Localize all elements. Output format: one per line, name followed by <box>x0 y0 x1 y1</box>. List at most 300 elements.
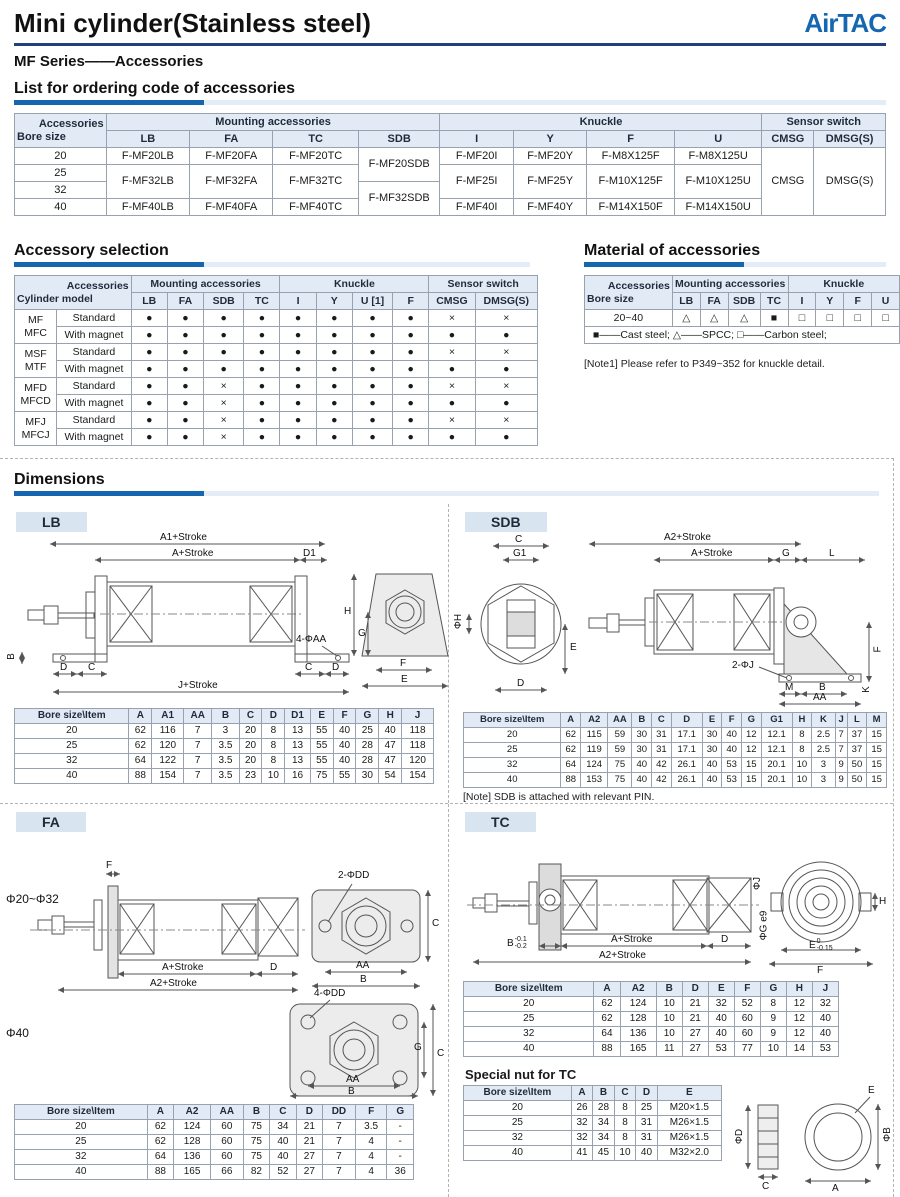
table-cell: MF MFC <box>15 310 57 344</box>
table-cell: 136 <box>620 1027 656 1042</box>
table-cell: 55 <box>310 724 333 739</box>
table-cell: 11 <box>656 1042 682 1057</box>
table-cell: Standard <box>57 310 131 327</box>
table-cell: M32×2.0 <box>657 1146 721 1161</box>
table-cell: × <box>429 378 475 395</box>
table-cell: 12 <box>786 1012 812 1027</box>
table-cell: 15 <box>867 758 887 773</box>
header-cell: Y <box>316 293 352 310</box>
table-cell: F-MF32LB <box>106 165 189 199</box>
dim-label: C <box>88 662 96 673</box>
header-cell: A <box>594 982 620 997</box>
header-cell: A1 <box>152 709 184 724</box>
table-cell: × <box>204 378 244 395</box>
dim-label: D <box>517 678 525 689</box>
table-cell: 17.1 <box>671 728 702 743</box>
table-cell: 9 <box>835 758 847 773</box>
table-cell: ● <box>429 395 475 412</box>
table-cell: 75 <box>243 1120 269 1135</box>
table-cell: 25 <box>15 165 107 182</box>
table-cell: 82 <box>243 1165 269 1180</box>
table-cell: ● <box>280 395 316 412</box>
table-cell: ● <box>204 344 244 361</box>
table-cell: 124 <box>174 1120 211 1135</box>
dim-label: A+Stroke <box>691 548 733 559</box>
header-cell: J <box>835 713 847 728</box>
table-cell: 32 <box>15 1150 148 1165</box>
material-block <box>570 232 900 370</box>
header-cell: F <box>333 709 356 724</box>
dim-label: 4-ΦAA <box>296 634 327 645</box>
header-cell: E <box>657 1086 721 1101</box>
table-cell: F-MF20LB <box>106 148 189 165</box>
dim-label: A2+Stroke <box>664 532 711 543</box>
fa-drawing <box>0 834 448 1102</box>
table-cell: MSF MTF <box>15 344 57 378</box>
header-cell: Knuckle <box>788 276 899 293</box>
table-cell: 88 <box>129 769 152 784</box>
table-cell: ● <box>352 310 392 327</box>
header-cell: G1 <box>761 713 792 728</box>
lb-dim-table <box>14 708 434 784</box>
fa-dim-table <box>14 1104 414 1180</box>
table-cell: 60 <box>734 1012 760 1027</box>
table-cell: 40 <box>464 1146 572 1161</box>
table-cell: 25 <box>464 1116 572 1131</box>
header-cell: DMSG(S) <box>814 131 886 148</box>
table-cell: 40 <box>702 758 722 773</box>
table-cell: 40 <box>722 728 742 743</box>
header-cell: SDB <box>204 293 244 310</box>
table-cell: 7 <box>835 743 847 758</box>
table-cell: 40 <box>270 1135 296 1150</box>
table-cell: ● <box>167 412 203 429</box>
table-cell: 40 <box>15 769 129 784</box>
dim-label: D <box>60 662 68 673</box>
table-cell: 62 <box>147 1120 173 1135</box>
table-cell: 40 <box>812 1012 838 1027</box>
header-cell: G <box>760 982 786 997</box>
dim-label: 2-ΦJ <box>732 660 754 671</box>
table-cell: 25 <box>356 724 379 739</box>
table-cell: 31 <box>636 1116 657 1131</box>
sdb-tag: SDB <box>465 512 547 532</box>
table-cell: 26 <box>571 1101 592 1116</box>
table-cell: 40 <box>333 724 356 739</box>
table-cell: 3 <box>812 773 835 788</box>
table-cell: 16 <box>285 769 311 784</box>
dim-label: H <box>879 896 887 907</box>
table-cell: - <box>387 1120 414 1135</box>
sdb-dim-table <box>463 712 887 788</box>
header-cell: F <box>734 982 760 997</box>
table-cell: 47 <box>379 739 402 754</box>
dim-label: C <box>437 1048 445 1059</box>
table-cell: ● <box>167 361 203 378</box>
table-cell: △ <box>728 310 760 327</box>
table-cell: 62 <box>129 724 152 739</box>
table-cell: 20 <box>464 1101 572 1116</box>
table-cell: 21 <box>682 997 708 1012</box>
table-cell: ● <box>475 429 537 446</box>
header-cell: H <box>379 709 402 724</box>
table-cell: 25 <box>15 739 129 754</box>
table-cell: F-MF40LB <box>106 199 189 216</box>
table-cell: 52 <box>270 1165 296 1180</box>
accessory-selection-table <box>14 275 538 446</box>
table-cell: 28 <box>356 739 379 754</box>
table-cell: 12.1 <box>761 743 792 758</box>
header-cell: Accessories Cylinder model <box>15 276 132 310</box>
header-cell: C <box>270 1105 296 1120</box>
table-cell: 12 <box>786 997 812 1012</box>
table-cell: ● <box>167 310 203 327</box>
dim-label: A1+Stroke <box>160 532 207 543</box>
header-cell: E <box>708 982 734 997</box>
table-cell: 40 <box>333 754 356 769</box>
table-cell: 12 <box>741 743 761 758</box>
header-cell: I <box>280 293 316 310</box>
table-cell: 88 <box>561 773 581 788</box>
table-cell: 115 <box>581 728 608 743</box>
table-cell: 77 <box>734 1042 760 1057</box>
dim-label: B <box>5 653 17 660</box>
table-cell: 27 <box>682 1042 708 1057</box>
airtac-logo: AirTAC <box>804 8 886 38</box>
table-cell: Standard <box>57 412 131 429</box>
table-cell: ● <box>131 344 167 361</box>
section-bar <box>14 100 886 105</box>
header-cell: FA <box>167 293 203 310</box>
dim-label: G <box>358 628 366 639</box>
fa-diagram <box>0 834 448 1102</box>
table-cell: ● <box>352 327 392 344</box>
header-cell: FA <box>190 131 273 148</box>
header-cell: DD <box>323 1105 356 1120</box>
table-cell: - <box>387 1135 414 1150</box>
dim-label: F <box>817 965 824 976</box>
header-cell: Bore size\Item <box>464 1086 572 1101</box>
table-cell: 53 <box>722 758 742 773</box>
table-cell: F-MF20I <box>440 148 513 165</box>
table-cell: 54 <box>379 769 402 784</box>
header-cell: Mounting accessories <box>131 276 280 293</box>
table-cell: 8 <box>262 724 285 739</box>
table-cell: 66 <box>211 1165 244 1180</box>
table-cell: 20 <box>15 148 107 165</box>
table-cell: 40 <box>708 1027 734 1042</box>
header-cell: Bore size\Item <box>15 709 129 724</box>
table-cell: 3.5 <box>355 1120 387 1135</box>
table-cell: ● <box>393 361 429 378</box>
table-cell: ● <box>475 395 537 412</box>
selection-material-row <box>0 232 900 446</box>
table-cell: 10 <box>262 769 285 784</box>
material-section-title: Material of accessories <box>584 242 761 259</box>
table-cell: F-MF40Y <box>513 199 586 216</box>
table-cell: 40 <box>708 1012 734 1027</box>
table-cell: 10 <box>792 773 812 788</box>
table-cell: 3.5 <box>212 754 239 769</box>
dim-label: A+Stroke <box>611 934 653 945</box>
table-cell: × <box>475 344 537 361</box>
table-cell: 9 <box>760 1012 786 1027</box>
table-cell: ● <box>316 412 352 429</box>
table-cell: 47 <box>379 754 402 769</box>
table-cell: ● <box>244 361 280 378</box>
table-cell: ● <box>204 361 244 378</box>
table-cell: ● <box>475 327 537 344</box>
table-cell: DMSG(S) <box>814 148 886 216</box>
table-cell: ● <box>280 361 316 378</box>
table-cell: ● <box>244 327 280 344</box>
table-cell: × <box>475 412 537 429</box>
header-cell: Y <box>513 131 586 148</box>
dim-label: C <box>305 662 313 673</box>
table-cell: With magnet <box>57 361 131 378</box>
table-cell: ● <box>393 429 429 446</box>
table-cell: 9 <box>760 1027 786 1042</box>
dim-label: ΦG e9 <box>758 910 770 941</box>
table-cell: 3.5 <box>212 739 239 754</box>
table-cell: 10 <box>614 1146 635 1161</box>
table-cell: 7 <box>323 1165 356 1180</box>
table-cell: ● <box>244 395 280 412</box>
table-cell: 75 <box>608 773 632 788</box>
table-cell: 27 <box>296 1165 322 1180</box>
table-cell: 15 <box>867 743 887 758</box>
nut-diagram <box>736 1085 894 1197</box>
table-cell: F-M8X125F <box>587 148 675 165</box>
table-cell: 120 <box>402 754 434 769</box>
header-cell: B <box>632 713 652 728</box>
table-cell: 34 <box>593 1116 614 1131</box>
table-cell: 60 <box>211 1150 244 1165</box>
table-cell: 13 <box>285 754 311 769</box>
tc-tag: TC <box>465 812 536 832</box>
dim-label: D <box>721 934 729 945</box>
dim-label: E <box>570 642 577 653</box>
table-cell: □ <box>872 310 900 327</box>
table-cell: ● <box>131 429 167 446</box>
header-cell: F <box>587 131 675 148</box>
dims-row-2 <box>0 803 893 1197</box>
header-cell: TC <box>760 293 788 310</box>
table-cell: 154 <box>152 769 184 784</box>
table-cell: M26×1.5 <box>657 1116 721 1131</box>
table-cell: 75 <box>243 1135 269 1150</box>
table-cell: 20~40 <box>585 310 673 327</box>
table-cell: ● <box>352 344 392 361</box>
table-cell: 4 <box>355 1165 387 1180</box>
table-cell: 37 <box>847 728 867 743</box>
header-cell: Sensor switch <box>762 114 886 131</box>
table-cell: ● <box>280 378 316 395</box>
dim-label: D <box>332 662 340 673</box>
ordering-code-table <box>14 113 886 216</box>
table-cell: 60 <box>211 1135 244 1150</box>
dim-label: B -0.1 -0.2 <box>507 936 527 951</box>
table-cell: 64 <box>594 1027 620 1042</box>
dims-row-1 <box>0 504 893 803</box>
table-cell: × <box>429 344 475 361</box>
table-cell: 7 <box>184 769 212 784</box>
header-cell: U <box>674 131 762 148</box>
header-cell: J <box>812 982 838 997</box>
table-cell: 62 <box>561 728 581 743</box>
table-cell: 7 <box>184 739 212 754</box>
table-cell: 25 <box>464 743 561 758</box>
table-cell: ● <box>316 327 352 344</box>
table-cell: ● <box>352 361 392 378</box>
table-cell: ● <box>393 412 429 429</box>
table-cell: 153 <box>581 773 608 788</box>
table-cell: × <box>429 412 475 429</box>
table-cell: ● <box>244 412 280 429</box>
header-cell: A2 <box>581 713 608 728</box>
table-cell: 20.1 <box>761 758 792 773</box>
header-cell: CMSG <box>429 293 475 310</box>
table-cell: F-MF20TC <box>273 148 358 165</box>
table-cell: 62 <box>129 739 152 754</box>
table-cell: F-MF25I <box>440 165 513 199</box>
table-cell: ● <box>280 412 316 429</box>
table-cell: ● <box>167 395 203 412</box>
header-cell: Knuckle <box>440 114 762 131</box>
table-cell: 21 <box>296 1135 322 1150</box>
table-cell: 136 <box>174 1150 211 1165</box>
table-cell: 41 <box>571 1146 592 1161</box>
table-cell: ● <box>429 429 475 446</box>
table-cell: ● <box>316 429 352 446</box>
header-cell: A2 <box>174 1105 211 1120</box>
table-cell: With magnet <box>57 327 131 344</box>
table-cell: 40 <box>15 1165 148 1180</box>
table-cell: 2.5 <box>812 743 835 758</box>
header-cell: Mounting accessories <box>106 114 440 131</box>
table-cell: 30 <box>356 769 379 784</box>
table-cell: 55 <box>310 754 333 769</box>
table-cell: 21 <box>296 1120 322 1135</box>
table-cell: CMSG <box>762 148 814 216</box>
table-cell: 62 <box>147 1135 173 1150</box>
table-cell: F-MF40TC <box>273 199 358 216</box>
dim-label: A+Stroke <box>172 548 214 559</box>
table-cell: ● <box>131 310 167 327</box>
table-cell: 40 <box>632 773 652 788</box>
dim-label: A+Stroke <box>162 962 204 973</box>
header-cell: F <box>393 293 429 310</box>
accessory-selection-block <box>0 232 544 446</box>
table-cell: 25 <box>15 1135 148 1150</box>
table-cell: 30 <box>632 743 652 758</box>
table-cell: ● <box>131 361 167 378</box>
table-cell: 32 <box>708 997 734 1012</box>
table-cell: - <box>387 1150 414 1165</box>
table-cell: 88 <box>147 1165 173 1180</box>
header-cell: H <box>792 713 812 728</box>
table-cell: 10 <box>760 1042 786 1057</box>
table-cell: 2.5 <box>812 728 835 743</box>
table-cell: 42 <box>652 773 672 788</box>
table-cell: 75 <box>310 769 333 784</box>
table-cell: 40 <box>333 739 356 754</box>
selection-section-title: Accessory selection <box>14 242 169 259</box>
sdb-diagram <box>449 534 893 710</box>
table-cell: 52 <box>734 997 760 1012</box>
header-rule <box>14 43 886 46</box>
dim-label: A <box>832 1183 839 1194</box>
table-cell: 53 <box>722 773 742 788</box>
tc-diagram <box>449 834 894 979</box>
table-cell: 40 <box>15 199 107 216</box>
table-cell: 75 <box>243 1150 269 1165</box>
table-cell: 20 <box>464 728 561 743</box>
table-cell: 59 <box>608 743 632 758</box>
table-cell: □ <box>844 310 872 327</box>
nut-dim-table <box>463 1085 722 1161</box>
table-cell: 40 <box>812 1027 838 1042</box>
table-cell: 40 <box>379 724 402 739</box>
table-cell: 23 <box>239 769 262 784</box>
header-cell: F <box>355 1105 387 1120</box>
header-cell: E <box>702 713 722 728</box>
lb-tag: LB <box>16 512 87 532</box>
table-cell: M26×1.5 <box>657 1131 721 1146</box>
table-cell: 40 <box>270 1150 296 1165</box>
table-cell: 59 <box>608 728 632 743</box>
table-cell: With magnet <box>57 429 131 446</box>
table-cell: 8 <box>792 728 812 743</box>
table-cell: 8 <box>614 1131 635 1146</box>
table-cell: 7 <box>323 1150 356 1165</box>
table-cell: 75 <box>608 758 632 773</box>
table-cell: 32 <box>571 1131 592 1146</box>
header-cell: Bore size\Item <box>15 1105 148 1120</box>
table-cell: ● <box>316 344 352 361</box>
table-cell: 13 <box>285 724 311 739</box>
header-cell: D <box>682 982 708 997</box>
table-cell: 62 <box>594 1012 620 1027</box>
table-cell: ● <box>316 378 352 395</box>
tc-panel <box>449 804 894 1197</box>
header-cell: G <box>387 1105 414 1120</box>
table-cell: × <box>204 412 244 429</box>
table-cell: 64 <box>147 1150 173 1165</box>
table-cell: 3 <box>812 758 835 773</box>
dim-label: G <box>782 548 790 559</box>
sdb-note: [Note] SDB is attached with relevant PIN. <box>463 791 655 803</box>
dim-label: G <box>414 1042 422 1053</box>
header-cell: Mounting accessories <box>672 276 788 293</box>
dim-label: 4-ΦDD <box>314 988 346 999</box>
header-cell: D1 <box>285 709 311 724</box>
table-cell: ● <box>352 412 392 429</box>
table-cell: □ <box>816 310 844 327</box>
table-cell: ● <box>316 361 352 378</box>
header-cell: AA <box>608 713 632 728</box>
dim-label: ΦB <box>881 1127 893 1142</box>
table-cell: 10 <box>656 997 682 1012</box>
lb-diagram <box>0 534 448 706</box>
table-cell: 20 <box>15 1120 148 1135</box>
table-cell: ● <box>280 429 316 446</box>
header-cell: LB <box>672 293 700 310</box>
table-cell: × <box>475 378 537 395</box>
table-cell: F-MF40FA <box>190 199 273 216</box>
dim-label: A2+Stroke <box>599 950 646 961</box>
table-cell: 8 <box>262 739 285 754</box>
